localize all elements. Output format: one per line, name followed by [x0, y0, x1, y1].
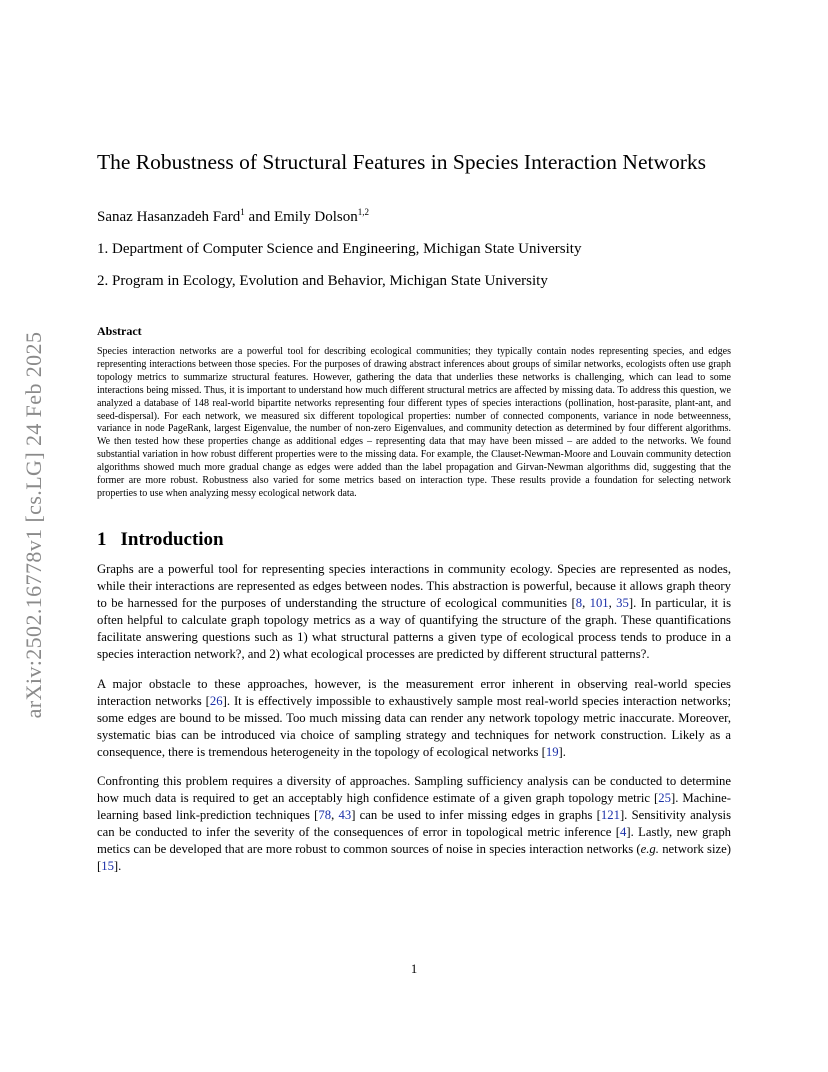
affiliation-1: 1. Department of Computer Science and Engineering, Michigan State University	[97, 241, 582, 257]
citation-link[interactable]: 4	[620, 825, 627, 840]
paragraph-text: ].	[113, 859, 122, 874]
paragraph-text: Confronting this problem requires a diversity of approaches. Sampling sufficiency analysis can be conducted to determine how much data is required to get an acceptably high confidence estimate of a given graph topology metric [	[97, 774, 731, 806]
section-heading	[97, 529, 731, 551]
abstract-heading: Abstract	[97, 324, 142, 338]
paragraph-text: network size) [	[97, 842, 731, 874]
citation-separator: ,	[582, 595, 590, 610]
paper-page	[97, 148, 731, 888]
page-number: 1	[410, 962, 418, 976]
author-affiliation-mark: 1	[240, 207, 245, 217]
citation-link[interactable]: 15	[101, 859, 114, 874]
author-name: Sanaz Hasanzadeh Fard	[97, 209, 241, 225]
paragraph-text: ]. In particular, it is often helpful to calculate graph topology metrics as a way of quantifying the structure of the graph. These quantifications facilitate answering questions such as 1) what structural patterns a given type of ecological process tends to produce in a species interaction network?, and 2) what ecological processes are predicted by different structural patterns?.	[97, 595, 732, 661]
citation-link[interactable]: 25	[658, 791, 671, 806]
paragraph-text: ].	[558, 744, 566, 759]
paragraph-text: ]. It is effectively impossible to exhaustively sample most real-world species interaction networks; some edges are bound to be missed. Too much missing data can render any network topology metric inaccurate. Moreover, systematic bias can be introduced via choice of sampling strategy and techniques for network construction. Likely as a consequence, there is tremendous heterogeneity in the topology of ecological networks [	[97, 693, 731, 759]
paragraph-text: ]. Machine-learning based link-prediction techniques [	[97, 791, 731, 823]
paper-title: The Robustness of Structural Features in Species Interaction Networks	[97, 150, 707, 174]
citation-link[interactable]: 35	[616, 595, 629, 610]
author-name: Emily Dolson	[273, 209, 358, 225]
paragraph-text: ]. Lastly, new graph metics can be developed that are more robust to common sources of noise in species interaction networks (	[97, 825, 732, 857]
citation-link[interactable]: 121	[600, 808, 620, 823]
citation-separator: ,	[608, 595, 617, 610]
author-conjunction: and	[244, 209, 274, 225]
citation-separator: ,	[331, 808, 339, 823]
section-title: Introduction	[120, 528, 224, 550]
emphasis-text: e.g.	[640, 842, 659, 857]
citation-link[interactable]: 26	[209, 693, 223, 708]
citation-link[interactable]: 78	[318, 808, 332, 823]
body-paragraph	[97, 676, 731, 761]
body-paragraph	[97, 561, 731, 663]
paragraph-text: Graphs are a powerful tool for representing species interactions in community ecology. Species are represented as nodes, while their interactions are represented as edges between nodes. This abstraction is powerful, because it allows graph theory to be harnessed for the purposes of understanding the structure of ecological communities [	[97, 561, 731, 610]
paragraph-text: ]. Sensitivity analysis can be conducted to infer the severity of the consequences of error in topological metric inference [	[97, 808, 732, 840]
paragraph-text: A major obstacle to these approaches, however, is the measurement error inherent in observing real-world species interaction networks [	[97, 676, 731, 708]
section-number: 1	[97, 528, 107, 550]
affiliation-2: 2. Program in Ecology, Evolution and Behavior, Michigan State University	[97, 273, 548, 289]
arxiv-sidebar-stamp	[14, 285, 54, 765]
citation-link[interactable]: 43	[338, 808, 352, 823]
abstract-text: Species interaction networks are a powerful tool for describing ecological communities; they typically contain nodes representing species, and edges representing interactions between those species. For the purposes of drawing abstract inferences about groups of similar networks, ecologists often use graph topology metrics to summarize structural features. However, gathering the data that underlies these networks is challenging, which can lead to some interactions being missed. Thus, it is important to understand how much different structural metrics are affected by missing data. To address this question, we analyzed a database of 148 real-world bipartite networks representing four different types of species interactions (pollination, host-parasite, plant-ant, and seed-dispersal). For each network, we measured six different topological properties: number of connected components, variance in node betweenness, variance in node PageRank, largest Eigenvalue, the number of non-zero Eigenvalues, and community detection as determined by four different algorithms. We then tested how these properties change as additional edges – representing data that may have been missed – are added to the networks. We found substantial variation in how robust different properties were to the missing data. For example, the Clauset-Newman-Moore and Louvain community detection algorithms showed much more gradual change as edges were added than the label propagation and Girvan-Newman algorithms did, suggesting that the former are more robust. Robustness also varied for some metrics based on interaction type. These results provide a foundation for selecting network properties to use when analyzing messy ecological network data.	[97, 346, 731, 499]
author-affiliation-mark: 1,2	[357, 207, 369, 217]
body-paragraph	[97, 773, 731, 875]
citation-link[interactable]: 101	[589, 595, 609, 610]
paragraph-text: ] can be used to infer missing edges in graphs [	[351, 808, 601, 823]
author-line	[97, 207, 731, 226]
arxiv-identifier: arXiv:2502.16778v1 [cs.LG] 24 Feb 2025	[21, 331, 46, 719]
citation-link[interactable]: 19	[545, 744, 559, 759]
citation-link[interactable]: 8	[575, 595, 583, 610]
